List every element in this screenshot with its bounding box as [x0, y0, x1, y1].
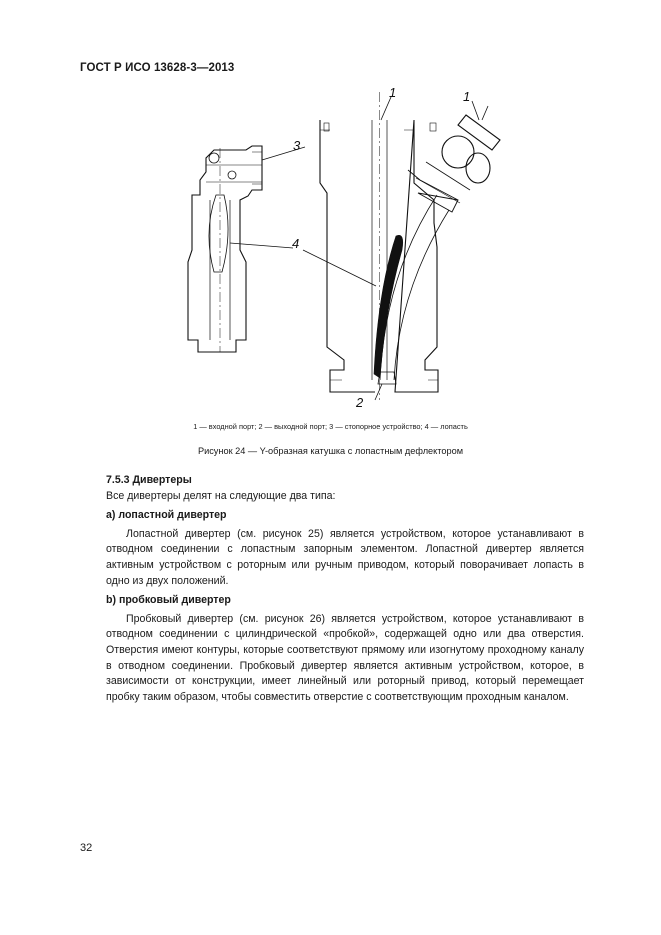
callout-label-4: 4 [292, 236, 300, 251]
callout-label-1-top: 1 [389, 85, 397, 100]
callout-label-2: 2 [356, 395, 364, 410]
figure-caption: Рисунок 24 — Y-образная катушка с лопастным дефлектором [197, 446, 464, 456]
subsection-heading-paddle: а) лопастной дивертер [106, 509, 227, 522]
section-content [106, 473, 584, 708]
section-heading: 7.5.3 Дивертеры [106, 474, 192, 486]
paragraph-paddle-diverter: Лопастной дивертер (см. рисунок 25) является устройством, которое устанавливают в отводном соединении с лопастным запорным элементом. Лопастной дивертер является активным устройством с роторным или ручным приводом, который поворачивает лопасть в одно из двух положений. [106, 527, 584, 587]
stopper-assembly-drawing [188, 146, 262, 352]
page-number: 32 [80, 842, 93, 854]
paragraph-plug-diverter: Пробковый дивертер (см. рисунок 26) является устройством, которое устанавливают в отводном соединении с цилиндрической «пробкой», содержащей одно или два отверстия. Отверстия имеют контуры, которые соответствуют прямому или изогнутому проходному каналу в отводном соединении. Пробковый дивертер является активным устройством, которое, в зависимости от конструкции, имеет линейный или роторный привод, который перемещает пробку таким образом, чтобы совместить отверстие с соответствующим проходным каналом. [106, 612, 584, 703]
document-header: ГОСТ Р ИСО 13628-3—2013 [80, 62, 235, 74]
figure-legend: 1 — входной порт; 2 — выходной порт; 3 — стопорное устройство; 4 — лопасть [193, 422, 468, 431]
callout-label-3: 3 [293, 138, 301, 153]
y-spool-body-drawing [320, 92, 500, 400]
technical-drawing-figure [170, 85, 530, 415]
callout-label-1-side: 1 [463, 89, 471, 104]
subsection-heading-plug: b) пробковый дивертер [106, 594, 231, 607]
section-intro: Все дивертеры делят на следующие два типа: [106, 489, 336, 502]
